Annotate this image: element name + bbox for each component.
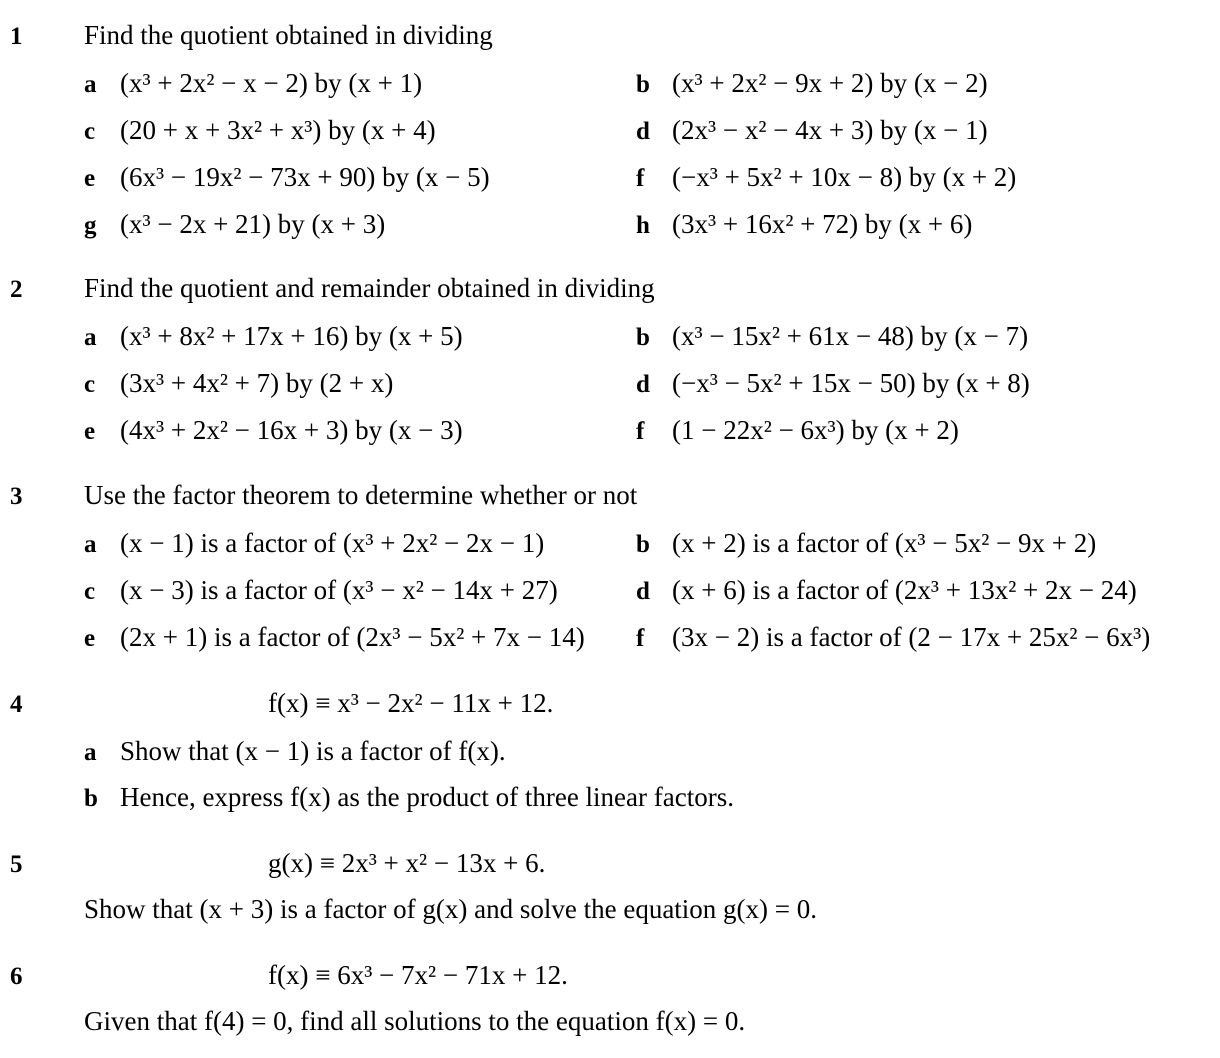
part-label: b bbox=[636, 324, 650, 351]
part-label: a bbox=[84, 71, 97, 98]
part-label: f bbox=[636, 165, 645, 192]
q4-part-a bbox=[84, 738, 506, 765]
part-label: d bbox=[636, 118, 650, 145]
part-text: (1 − 22x² − 6x³) by (x + 2) bbox=[672, 415, 959, 445]
part-label: b bbox=[636, 71, 650, 98]
part-text: (x + 6) is a factor of (2x³ + 13x² + 2x − 24) bbox=[672, 575, 1137, 605]
part-label: b bbox=[636, 531, 650, 558]
part-label: e bbox=[84, 418, 96, 445]
q1-part-f bbox=[636, 164, 1016, 191]
q1-part-e bbox=[84, 164, 490, 191]
part-text: (x − 3) is a factor of (x³ − x² − 14x + 27) bbox=[120, 575, 558, 605]
part-text: (x³ − 2x + 21) by (x + 3) bbox=[120, 209, 386, 239]
q2-part-a bbox=[84, 323, 463, 350]
part-label: a bbox=[84, 531, 97, 558]
part-text: Hence, express f(x) as the product of three linear factors. bbox=[120, 782, 734, 812]
question-4-equation: f(x) ≡ x³ − 2x² − 11x + 12. bbox=[268, 688, 554, 718]
part-label: a bbox=[84, 324, 97, 351]
part-label: g bbox=[84, 212, 97, 239]
part-label: a bbox=[84, 739, 97, 766]
part-label: f bbox=[636, 418, 645, 445]
part-text: (4x³ + 2x² − 16x + 3) by (x − 3) bbox=[120, 415, 463, 445]
question-number-2: 2 bbox=[10, 276, 23, 303]
q3-part-f bbox=[636, 624, 1150, 651]
part-label: e bbox=[84, 165, 96, 192]
question-6-text: Given that f(4) = 0, find all solutions to the equation f(x) = 0. bbox=[84, 1006, 746, 1036]
q1-part-a bbox=[84, 70, 422, 97]
question-number-5: 5 bbox=[10, 851, 23, 878]
q1-part-c bbox=[84, 117, 436, 144]
part-label: f bbox=[636, 625, 645, 652]
part-text: (3x³ + 16x² + 72) by (x + 6) bbox=[672, 209, 973, 239]
question-6-equation: f(x) ≡ 6x³ − 7x² − 71x + 12. bbox=[268, 960, 568, 990]
part-text: (−x³ − 5x² + 15x − 50) by (x + 8) bbox=[672, 368, 1030, 398]
part-label: c bbox=[84, 578, 96, 605]
part-label: c bbox=[84, 118, 96, 145]
q3-part-a bbox=[84, 530, 544, 557]
question-3-prompt: Use the factor theorem to determine whether or not bbox=[84, 480, 638, 510]
question-5-equation: g(x) ≡ 2x³ + x² − 13x + 6. bbox=[268, 848, 546, 878]
q3-part-b bbox=[636, 530, 1096, 557]
q3-part-c bbox=[84, 577, 558, 604]
part-label: h bbox=[636, 212, 650, 239]
part-text: (x³ + 2x² − x − 2) by (x + 1) bbox=[120, 68, 423, 98]
part-text: (2x + 1) is a factor of (2x³ − 5x² + 7x − 14) bbox=[120, 622, 585, 652]
part-text: (x³ + 2x² − 9x + 2) by (x − 2) bbox=[672, 68, 988, 98]
part-text: (−x³ + 5x² + 10x − 8) by (x + 2) bbox=[672, 162, 1017, 192]
q2-part-c bbox=[84, 370, 393, 397]
q2-part-b bbox=[636, 323, 1028, 350]
q1-part-g bbox=[84, 211, 385, 238]
part-label: b bbox=[84, 785, 98, 812]
question-number-6: 6 bbox=[10, 963, 23, 990]
question-5-text: Show that (x + 3) is a factor of g(x) and solve the equation g(x) = 0. bbox=[84, 894, 818, 924]
part-text: (x − 1) is a factor of (x³ + 2x² − 2x − 1) bbox=[120, 528, 545, 558]
part-text: (3x − 2) is a factor of (2 − 17x + 25x² − 6x³) bbox=[672, 622, 1151, 652]
part-text: Show that (x − 1) is a factor of f(x). bbox=[120, 736, 506, 766]
part-text: (x + 2) is a factor of (x³ − 5x² − 9x + 2) bbox=[672, 528, 1097, 558]
part-text: (20 + x + 3x² + x³) by (x + 4) bbox=[120, 115, 436, 145]
question-2-prompt: Find the quotient and remainder obtained in dividing bbox=[84, 273, 655, 303]
question-number-3: 3 bbox=[10, 483, 23, 510]
q2-part-f bbox=[636, 417, 959, 444]
q3-part-d bbox=[636, 577, 1137, 604]
part-label: d bbox=[636, 371, 650, 398]
part-label: e bbox=[84, 625, 96, 652]
q3-part-e bbox=[84, 624, 585, 651]
part-text: (x³ − 15x² + 61x − 48) by (x − 7) bbox=[672, 321, 1029, 351]
part-text: (3x³ + 4x² + 7) by (2 + x) bbox=[120, 368, 394, 398]
q2-part-e bbox=[84, 417, 463, 444]
part-text: (6x³ − 19x² − 73x + 90) by (x − 5) bbox=[120, 162, 490, 192]
part-text: (x³ + 8x² + 17x + 16) by (x + 5) bbox=[120, 321, 463, 351]
part-label: d bbox=[636, 578, 650, 605]
q2-part-d bbox=[636, 370, 1030, 397]
q4-part-b bbox=[84, 784, 734, 811]
q1-part-b bbox=[636, 70, 988, 97]
q1-part-h bbox=[636, 211, 972, 238]
part-text: (2x³ − x² − 4x + 3) by (x − 1) bbox=[672, 115, 988, 145]
question-1-prompt: Find the quotient obtained in dividing bbox=[84, 20, 493, 50]
q1-part-d bbox=[636, 117, 988, 144]
part-label: c bbox=[84, 371, 96, 398]
question-number-4: 4 bbox=[10, 691, 23, 718]
question-number-1: 1 bbox=[10, 23, 23, 50]
